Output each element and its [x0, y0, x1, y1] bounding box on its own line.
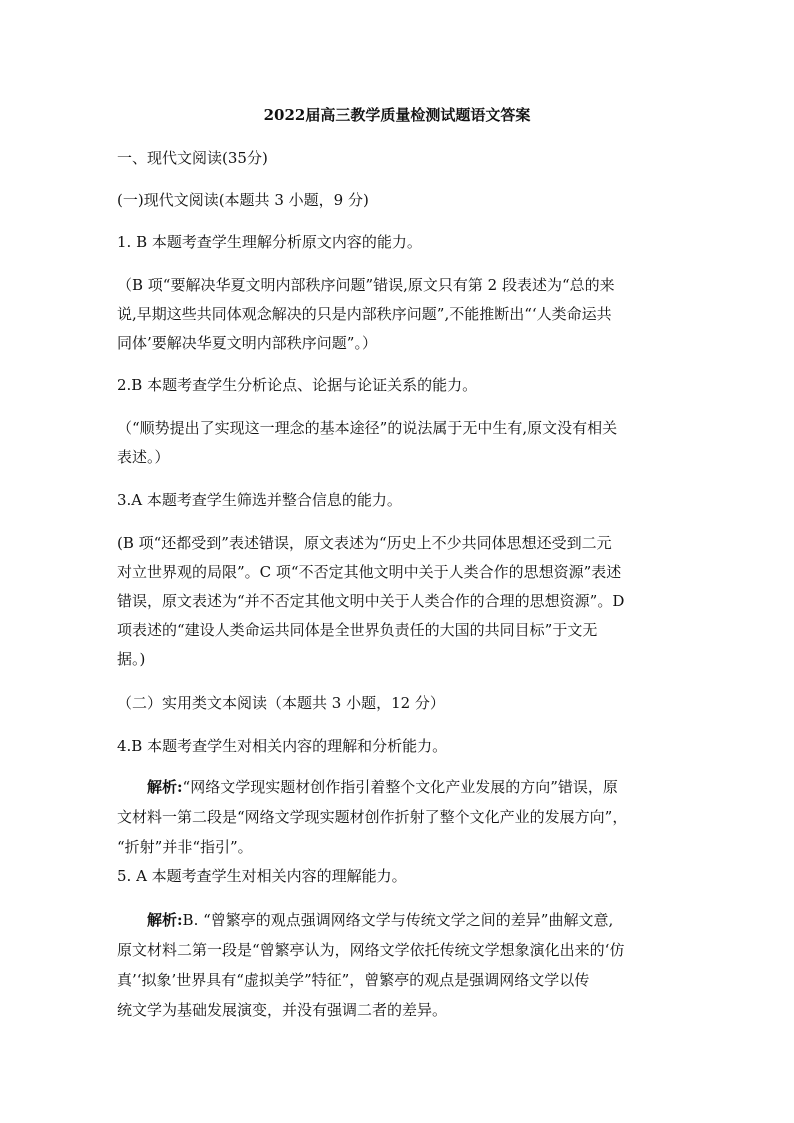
answer-2: 2.B 本题考查学生分析论点、论据与论证关系的能力。	[117, 376, 478, 394]
analysis-label: 解析:	[147, 911, 183, 929]
answer-3-explanation-line: 对立世界观的局限”。C 项“不否定其他文明中关于人类合作的思想资源”表述	[117, 563, 622, 581]
answer-4: 4.B 本题考查学生对相关内容的理解和分析能力。	[117, 737, 448, 755]
answer-2-explanation-line: 表述。）	[117, 448, 170, 466]
answer-5-explanation-line: 统文学为基础发展演变，并没有强调二者的差异。	[117, 1001, 448, 1019]
answer-4-explanation-line: “折射”并非“指引”。	[117, 838, 253, 856]
answer-4-explanation-line: 文材料一第二段是“网络文学现实题材创作折射了整个文化产业的发展方向”，	[117, 808, 628, 826]
answer-3-explanation-line: 项表述的“建设人类命运共同体是全世界负责任的大国的共同目标”于文无	[117, 621, 598, 639]
answer-1: 1. B 本题考查学生理解分析原文内容的能力。	[117, 233, 422, 251]
answer-1-explanation-line: 同体’要解决华夏文明内部秩序问题”。）	[117, 334, 377, 352]
analysis-label: 解析:	[147, 778, 183, 796]
answer-3-explanation-line: (B 项“还都受到”表述错误，原文表述为“历史上不少共同体思想还受到二元	[117, 534, 612, 552]
answer-5-explanation-line: 解析:B. “曾繁亭的观点强调网络文学与传统文学之间的差异”曲解文意,	[147, 911, 614, 929]
answer-4-explanation-line: 解析:“网络文学现实题材创作指引着整个文化产业发展的方向”错误，原	[147, 778, 618, 796]
answer-5: 5. A 本题考查学生对相关内容的理解能力。	[117, 867, 407, 885]
section-heading-1: 一、现代文阅读(35分)	[117, 149, 268, 167]
answer-1-explanation-line: 说,早期这些共同体观念解决的只是内部秩序问题”,不能推断出“‘人类命运共	[117, 305, 612, 323]
answer-1-explanation-line: （B 项“要解决华夏文明内部秩序问题”错误,原文只有第 2 段表述为“总的来	[117, 276, 615, 294]
answer-3: 3.A 本题考查学生筛选并整合信息的能力。	[117, 491, 402, 509]
subsection-heading-2: （二）实用类文本阅读（本题共 3 小题，12 分）	[117, 694, 445, 712]
subsection-heading-1: (一)现代文阅读(本题共 3 小题，9 分)	[117, 191, 369, 209]
answer-5-explanation-line: 原文材料二第一段是“曾繁亭认为，网络文学依托传统文学想象演化出来的‘仿	[117, 941, 625, 959]
answer-3-explanation-line: 错误，原文表述为“并不否定其他文明中关于人类合作的合理的思想资源”。D	[117, 592, 625, 610]
answer-5-explanation-line: 真’‘拟象’世界具有“虚拟美学”特征”，曾繁亭的观点是强调网络文学以传	[117, 971, 590, 989]
document-title: 2022届高三教学质量检测试题语文答案	[263, 106, 531, 124]
answer-2-explanation-line: （“顺势提出了实现这一理念的基本途径”的说法属于无中生有,原文没有相关	[117, 419, 618, 437]
answer-3-explanation-line: 据。)	[117, 650, 146, 668]
